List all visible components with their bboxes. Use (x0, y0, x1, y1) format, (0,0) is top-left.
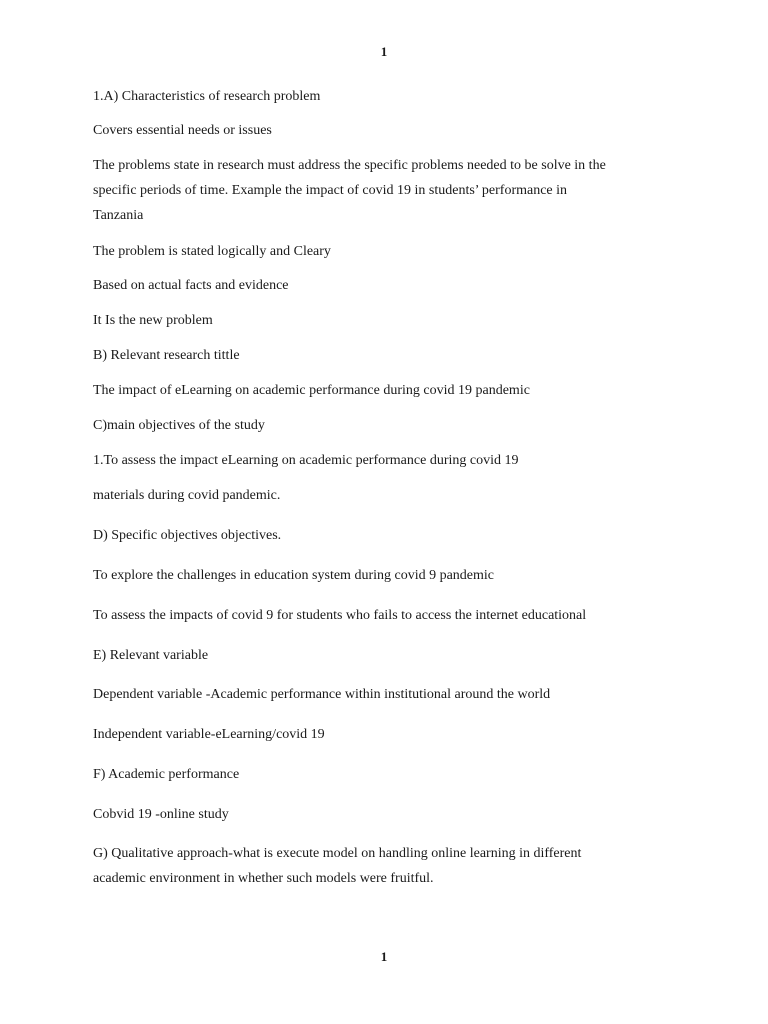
paragraph (93, 523, 673, 548)
paragraph (93, 378, 673, 403)
paragraph-line: To explore the challenges in education system during covid 9 pandemic (93, 568, 495, 583)
paragraph-line: specific periods of time. Example the impact of covid 19 in students’ performance in (93, 183, 568, 198)
paragraph-line: Covers essential needs or issues (93, 123, 272, 138)
paragraph-line: B) Relevant research tittle (93, 348, 240, 363)
paragraph (93, 118, 673, 143)
paragraph (93, 239, 673, 264)
paragraph-line: Tanzania (93, 208, 144, 223)
paragraph-line: Cobvid 19 -online study (93, 807, 229, 822)
paragraph (93, 682, 673, 707)
paragraph (93, 448, 673, 473)
paragraph (93, 308, 673, 333)
paragraph-line: To assess the impacts of covid 9 for students who fails to access the internet educational (93, 608, 587, 623)
paragraph-line: The impact of eLearning on academic performance during covid 19 pandemic (93, 383, 530, 398)
paragraph (93, 802, 673, 827)
paragraph (93, 483, 673, 508)
page-number-bottom: 1 (380, 949, 388, 964)
paragraph (93, 84, 673, 109)
paragraph (93, 273, 673, 298)
paragraph-line: E) Relevant variable (93, 648, 209, 663)
paragraph-line: Dependent variable -Academic performance within institutional around the world (93, 687, 551, 702)
paragraph-line: Based on actual facts and evidence (93, 278, 289, 293)
paragraph-line: G) Qualitative approach-what is execute model on handling online learning in different (93, 846, 582, 861)
paragraph (93, 153, 673, 228)
paragraph-line: It Is the new problem (93, 313, 213, 328)
page-number-top: 1 (380, 44, 388, 59)
paragraph-line: C)main objectives of the study (93, 418, 265, 433)
paragraph-line: 1.To assess the impact eLearning on academic performance during covid 19 (93, 453, 519, 468)
paragraph (93, 643, 673, 668)
paragraph-line: materials during covid pandemic. (93, 488, 281, 503)
paragraph (93, 343, 673, 368)
paragraph-line: Independent variable-eLearning/covid 19 (93, 727, 325, 742)
paragraph-line: academic environment in whether such models were fruitful. (93, 871, 434, 886)
paragraph-line: The problem is stated logically and Cleary (93, 244, 331, 259)
paragraph (93, 563, 673, 588)
paragraph-line: The problems state in research must address the specific problems needed to be solve in the (93, 158, 606, 173)
paragraph (93, 762, 673, 787)
paragraph (93, 603, 673, 628)
paragraph-line: F) Academic performance (93, 767, 240, 782)
paragraph (93, 722, 673, 747)
paragraph (93, 413, 673, 438)
paragraph (93, 841, 673, 891)
paragraph-line: 1.A) Characteristics of research problem (93, 89, 321, 104)
paragraph-line: D) Specific objectives objectives. (93, 528, 282, 543)
